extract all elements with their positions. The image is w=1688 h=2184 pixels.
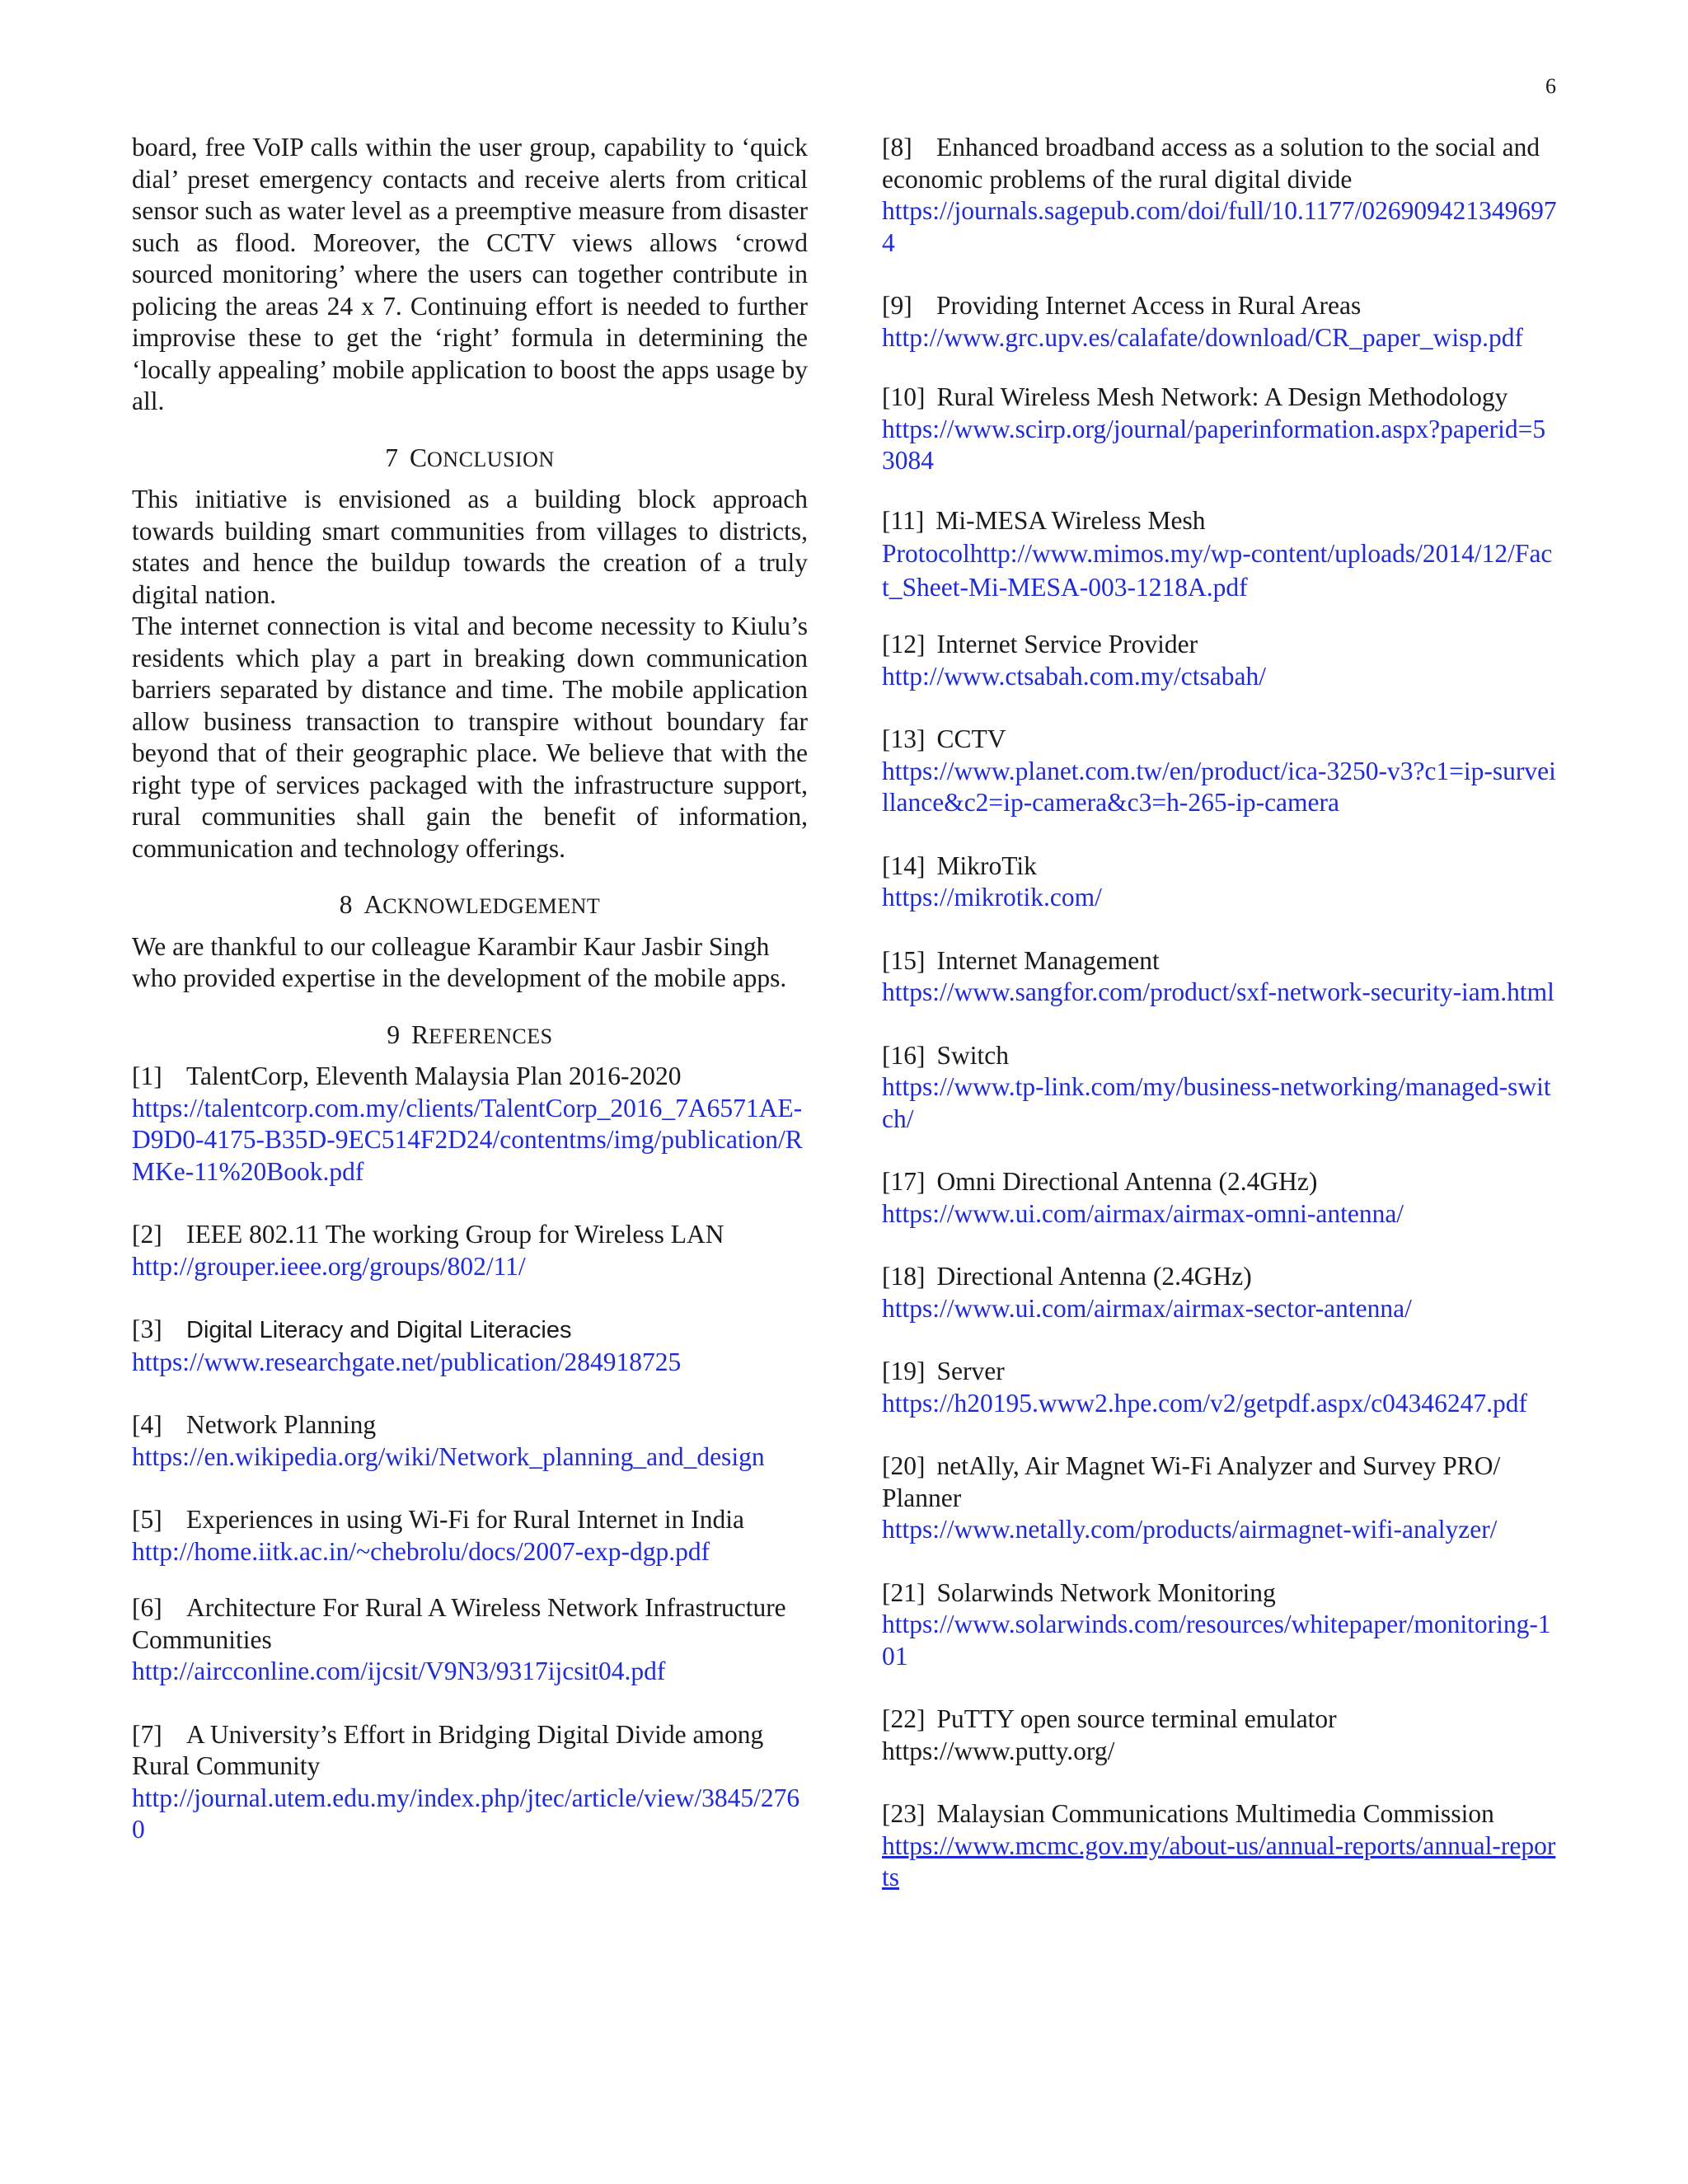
- reference-title: [132, 1409, 808, 1441]
- reference-title: [882, 724, 1558, 756]
- reference-title: [132, 1504, 808, 1536]
- reference-link[interactable]: https://journals.sagepub.com/doi/full/10.1177/0269094213496974: [882, 196, 1557, 257]
- section-title-initial: R: [411, 1019, 429, 1049]
- reference-number: [22]: [882, 1704, 926, 1733]
- section-number: 9: [387, 1019, 401, 1049]
- reference-title: [132, 1061, 808, 1093]
- reference-item: [882, 1040, 1558, 1136]
- reference-item: [882, 851, 1558, 914]
- section-number: 8: [339, 890, 353, 919]
- reference-number: [4]: [132, 1410, 162, 1439]
- reference-title: [132, 1314, 808, 1347]
- reference-number: [18]: [882, 1262, 926, 1291]
- reference-number: [7]: [132, 1719, 162, 1749]
- reference-title: [882, 1356, 1558, 1388]
- reference-title-text: Network Planning: [186, 1410, 377, 1439]
- reference-number: [2]: [132, 1220, 162, 1249]
- reference-title-text: Omni Directional Antenna (2.4GHz): [936, 1167, 1318, 1196]
- reference-title: [882, 382, 1558, 414]
- section-title-rest: EFERENCES: [429, 1024, 553, 1048]
- reference-title-text: Internet Management: [936, 945, 1160, 975]
- reference-item: [882, 1166, 1558, 1230]
- reference-title-text: Experiences in using Wi-Fi for Rural Internet in India: [186, 1505, 744, 1534]
- reference-title: [882, 132, 1558, 195]
- reference-item: [882, 1577, 1558, 1673]
- reference-title: [882, 1704, 1558, 1736]
- reference-number: [21]: [882, 1577, 926, 1607]
- section-title-initial: A: [363, 890, 383, 919]
- reference-number: [3]: [132, 1315, 162, 1343]
- reference-title-text: CCTV: [936, 724, 1006, 753]
- reference-link[interactable]: https://www.planet.com.tw/en/product/ica-3250-v3?c1=ip-surveillance&c2=ip-camera&c3=h-265-ip-camera: [882, 756, 1556, 817]
- reference-link[interactable]: https://www.sangfor.com/product/sxf-network-security-iam.html: [882, 977, 1554, 1006]
- reference-title-text: Solarwinds Network Monitoring: [936, 1577, 1276, 1607]
- reference-title: [132, 1219, 808, 1251]
- reference-number: [9]: [882, 291, 912, 320]
- reference-title-text: Providing Internet Access in Rural Areas: [936, 291, 1362, 320]
- right-column: [882, 132, 1558, 1894]
- reference-item: [882, 132, 1558, 259]
- reference-link[interactable]: https://www.ui.com/airmax/airmax-omni-antenna/: [882, 1198, 1404, 1228]
- reference-item: [132, 1719, 808, 1846]
- reference-item: [882, 945, 1558, 1009]
- reference-link[interactable]: https://www.netally.com/products/airmagnet-wifi-analyzer/: [882, 1515, 1498, 1544]
- reference-title-text: Architecture For Rural A Wireless Network Infrastructure Communities: [132, 1593, 786, 1654]
- reference-item: [882, 1356, 1558, 1419]
- reference-item: [132, 1504, 808, 1568]
- page-number: 6: [1545, 74, 1556, 98]
- reference-title-text: IEEE 802.11 The working Group for Wireless LAN: [186, 1220, 724, 1249]
- conclusion-paragraph-1: This initiative is envisioned as a building block approach towards building smart communities from villages to districts, states and hence the buildup towards the creation of a truly digital nation.: [132, 485, 808, 609]
- reference-number: [8]: [882, 133, 912, 162]
- reference-link[interactable]: http://aircconline.com/ijcsit/V9N3/9317ijcsit04.pdf: [132, 1657, 666, 1685]
- conclusion-heading: [132, 443, 808, 476]
- reference-link[interactable]: https://en.wikipedia.org/wiki/Network_planning_and_design: [132, 1441, 765, 1471]
- acknowledgement-paragraph: We are thankful to our colleague Karambir Kaur Jasbir Singh who provided expertise in the development of the mobile apps.: [132, 931, 787, 992]
- reference-number: [20]: [882, 1451, 926, 1480]
- reference-number: [1]: [132, 1062, 162, 1090]
- section-title-rest: CKNOWLEDGEMENT: [382, 894, 601, 918]
- reference-title: [132, 1719, 808, 1783]
- reference-number: [10]: [882, 382, 926, 411]
- reference-item: [882, 382, 1558, 477]
- reference-item: [882, 1704, 1558, 1767]
- conclusion-paragraph-2: The internet connection is vital and become necessity to Kiulu’s residents which play a part in breaking down communication barriers separated by distance and time. The mobile application allow business transaction to transpire without boundary far beyond that of their geographic place. We believe that with the right type of services packaged with the infrastructure support, rural communities shall gain the benefit of information, communication and technology offerings.: [132, 612, 808, 863]
- intro-paragraph: board, free VoIP calls within the user group, capability to ‘quick dial’ preset emergency contacts and receive alerts from critical sensor such as water level as a preemptive measure from disaster such as flood. Moreover, the CCTV views allows ‘crowd sourced monitoring’ where the users can together contribute in policing the areas 24 x 7. Continuing effort is needed to further improvise these to get the ‘right’ formula in determining the ‘locally appealing’ mobile application to boost the apps usage by all.: [132, 133, 808, 415]
- reference-link[interactable]: https://h20195.www2.hpe.com/v2/getpdf.aspx/c04346247.pdf: [882, 1388, 1528, 1418]
- reference-number: [12]: [882, 630, 926, 658]
- reference-number: [13]: [882, 724, 926, 753]
- reference-link[interactable]: https://www.tp-link.com/my/business-networking/managed-switch/: [882, 1072, 1551, 1133]
- reference-item: [132, 1061, 808, 1188]
- section-number: 7: [385, 443, 398, 472]
- reference-title: [882, 629, 1558, 661]
- reference-title: [882, 1040, 1558, 1072]
- reference-title-text: TalentCorp, Eleventh Malaysia Plan 2016-2020: [186, 1062, 682, 1090]
- reference-title: [132, 1592, 808, 1656]
- reference-number: [23]: [882, 1799, 926, 1828]
- reference-item: [882, 1261, 1558, 1324]
- left-column: [132, 132, 808, 1846]
- reference-title: [882, 1261, 1558, 1293]
- reference-link[interactable]: https://www.scirp.org/journal/paperinformation.aspx?paperid=53084: [882, 414, 1546, 475]
- reference-link[interactable]: Protocolhttp://www.mimos.my/wp-content/uploads/2014/12/Fact_Sheet-Mi-MESA-003-1218A.pdf: [882, 539, 1553, 602]
- reference-link[interactable]: https://www.mcmc.gov.my/about-us/annual-reports/annual-reports: [882, 1830, 1556, 1891]
- reference-title-text: Mi-MESA Wireless Mesh: [935, 505, 1206, 535]
- acknowledgement-heading: [132, 889, 808, 923]
- reference-title-text: Server: [936, 1357, 1005, 1385]
- reference-title-text: PuTTY open source terminal emulator: [936, 1704, 1337, 1733]
- reference-number: [16]: [882, 1040, 926, 1070]
- reference-title-text: netAlly, Air Magnet Wi-Fi Analyzer and Survey PRO/ Planner: [882, 1451, 1501, 1512]
- reference-title: [882, 851, 1558, 883]
- reference-title-text: Malaysian Communications Multimedia Commission: [936, 1799, 1494, 1828]
- reference-number: [14]: [882, 851, 926, 880]
- reference-title-text: MikroTik: [936, 851, 1037, 880]
- reference-item: [882, 629, 1558, 692]
- references-heading: [132, 1019, 808, 1053]
- reference-link[interactable]: https://talentcorp.com.my/clients/TalentCorp_2016_7A6571AE-D9D0-4175-B35D-9EC514F2D24/contentms/img/publication/RMKe-11%20Book.pdf: [132, 1093, 803, 1186]
- reference-item: [132, 1592, 808, 1688]
- reference-title: [882, 945, 1558, 977]
- reference-title-text: Rural Wireless Mesh Network: A Design Methodology: [936, 382, 1508, 411]
- reference-title: [882, 1577, 1558, 1610]
- reference-list-right: [882, 132, 1558, 1894]
- reference-link[interactable]: https://www.solarwinds.com/resources/whitepaper/monitoring-101: [882, 1610, 1551, 1671]
- reference-title: [882, 1451, 1558, 1514]
- section-title-initial: C: [410, 443, 428, 472]
- reference-link[interactable]: http://www.ctsabah.com.my/ctsabah/: [882, 661, 1266, 691]
- reference-item: [882, 290, 1558, 354]
- section-title-rest: ONCLUSION: [427, 447, 555, 471]
- reference-title: [882, 1166, 1558, 1198]
- reference-link[interactable]: http://grouper.ieee.org/groups/802/11/: [132, 1251, 526, 1281]
- reference-item: [132, 1409, 808, 1473]
- reference-number: [15]: [882, 945, 926, 975]
- reference-item: [882, 1798, 1558, 1894]
- reference-link[interactable]: https://mikrotik.com/: [882, 883, 1102, 912]
- reference-item: [882, 505, 1558, 605]
- reference-number: [5]: [132, 1505, 162, 1534]
- reference-item: [132, 1219, 808, 1282]
- reference-number: [11]: [882, 505, 925, 535]
- reference-title: [882, 1798, 1558, 1830]
- reference-number: [17]: [882, 1167, 926, 1196]
- reference-link[interactable]: http://journal.utem.edu.my/index.php/jtec/article/view/3845/2760: [132, 1783, 800, 1844]
- reference-number: [19]: [882, 1357, 926, 1385]
- reference-title-text: Digital Literacy and Digital Literacies: [186, 1317, 572, 1343]
- reference-item: [132, 1314, 808, 1378]
- reference-item: [882, 724, 1558, 819]
- reference-list-left: [132, 1061, 808, 1846]
- reference-link[interactable]: http://www.grc.upv.es/calafate/download/CR_paper_wisp.pdf: [882, 322, 1523, 352]
- reference-title-text: Internet Service Provider: [936, 630, 1198, 658]
- reference-title: [882, 505, 1558, 537]
- reference-item: [882, 1451, 1558, 1546]
- reference-title-text: A University’s Effort in Bridging Digital Divide among Rural Community: [132, 1719, 764, 1780]
- reference-number: [6]: [132, 1593, 162, 1622]
- reference-link[interactable]: https://www.putty.org/: [882, 1736, 1115, 1765]
- reference-title: [882, 290, 1558, 322]
- reference-title-text: Directional Antenna (2.4GHz): [936, 1262, 1252, 1291]
- reference-link[interactable]: https://www.ui.com/airmax/airmax-sector-antenna/: [882, 1293, 1412, 1323]
- reference-title-text: Switch: [936, 1040, 1009, 1070]
- reference-link[interactable]: http://home.iitk.ac.in/~chebrolu/docs/2007-exp-dgp.pdf: [132, 1536, 710, 1566]
- reference-link[interactable]: https://www.researchgate.net/publication/284918725: [132, 1347, 682, 1376]
- reference-title-text: Enhanced broadband access as a solution to the social and economic problems of the rural digital divide: [882, 133, 1540, 194]
